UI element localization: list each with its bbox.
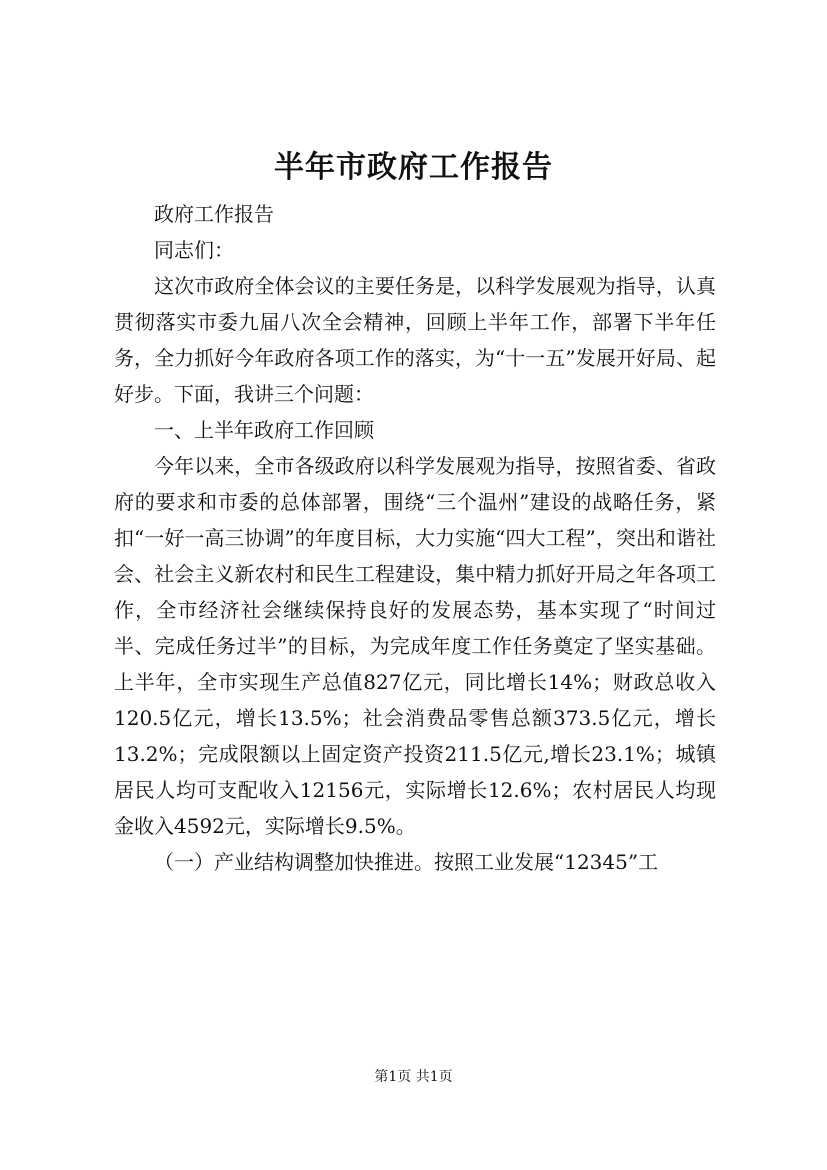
paragraph-intro: 这次市政府全体会议的主要任务是，以科学发展观为指导，认真贯彻落实市委九届八次全会精神，回顾上半年工作，部署下半年任务，全力抓好今年政府各项工作的落实，为“十一五”发展开好局、起好步。下面，我讲三个问题： — [114, 274, 716, 406]
page-indicator: 第1页 共1页 — [374, 1069, 453, 1085]
document-body — [114, 196, 716, 880]
paragraph-subtitle: 政府工作报告 — [154, 202, 274, 226]
paragraph-salutation: 同志们： — [154, 238, 234, 262]
subsection-heading-1: （一）产业结构调整加快推进。按照工业发展“12345”工 — [154, 850, 659, 874]
section-heading-1: 一、上半年政府工作回顾 — [154, 418, 374, 442]
document-title: 半年市政府工作报告 — [274, 150, 553, 185]
paragraph-review: 今年以来，全市各级政府以科学发展观为指导，按照省委、省政府的要求和市委的总体部署，围绕“三个温州”建设的战略任务，紧扣“一好一高三协调”的年度目标，大力实施“四大工程”，突出和谐社会、社会主义新农村和民生工程建设，集中精力抓好开局之年各项工作，全市经济社会继续保持良好的发展态势，基本实现了“时间过半、完成任务过半”的目标，为完成年度工作任务奠定了坚实基础。上半年，全市实现生产总值827亿元，同比增长14%；财政总收入120.5亿元，增长13.5%；社会消费品零售总额373.5亿元，增长13.2%；完成限额以上固定资产投资211.5亿元,增长23.1%；城镇居民人均可支配收入12156元，实际增长12.6%；农村居民人均现金收入4592元，实际增长9.5%。 — [114, 454, 716, 838]
